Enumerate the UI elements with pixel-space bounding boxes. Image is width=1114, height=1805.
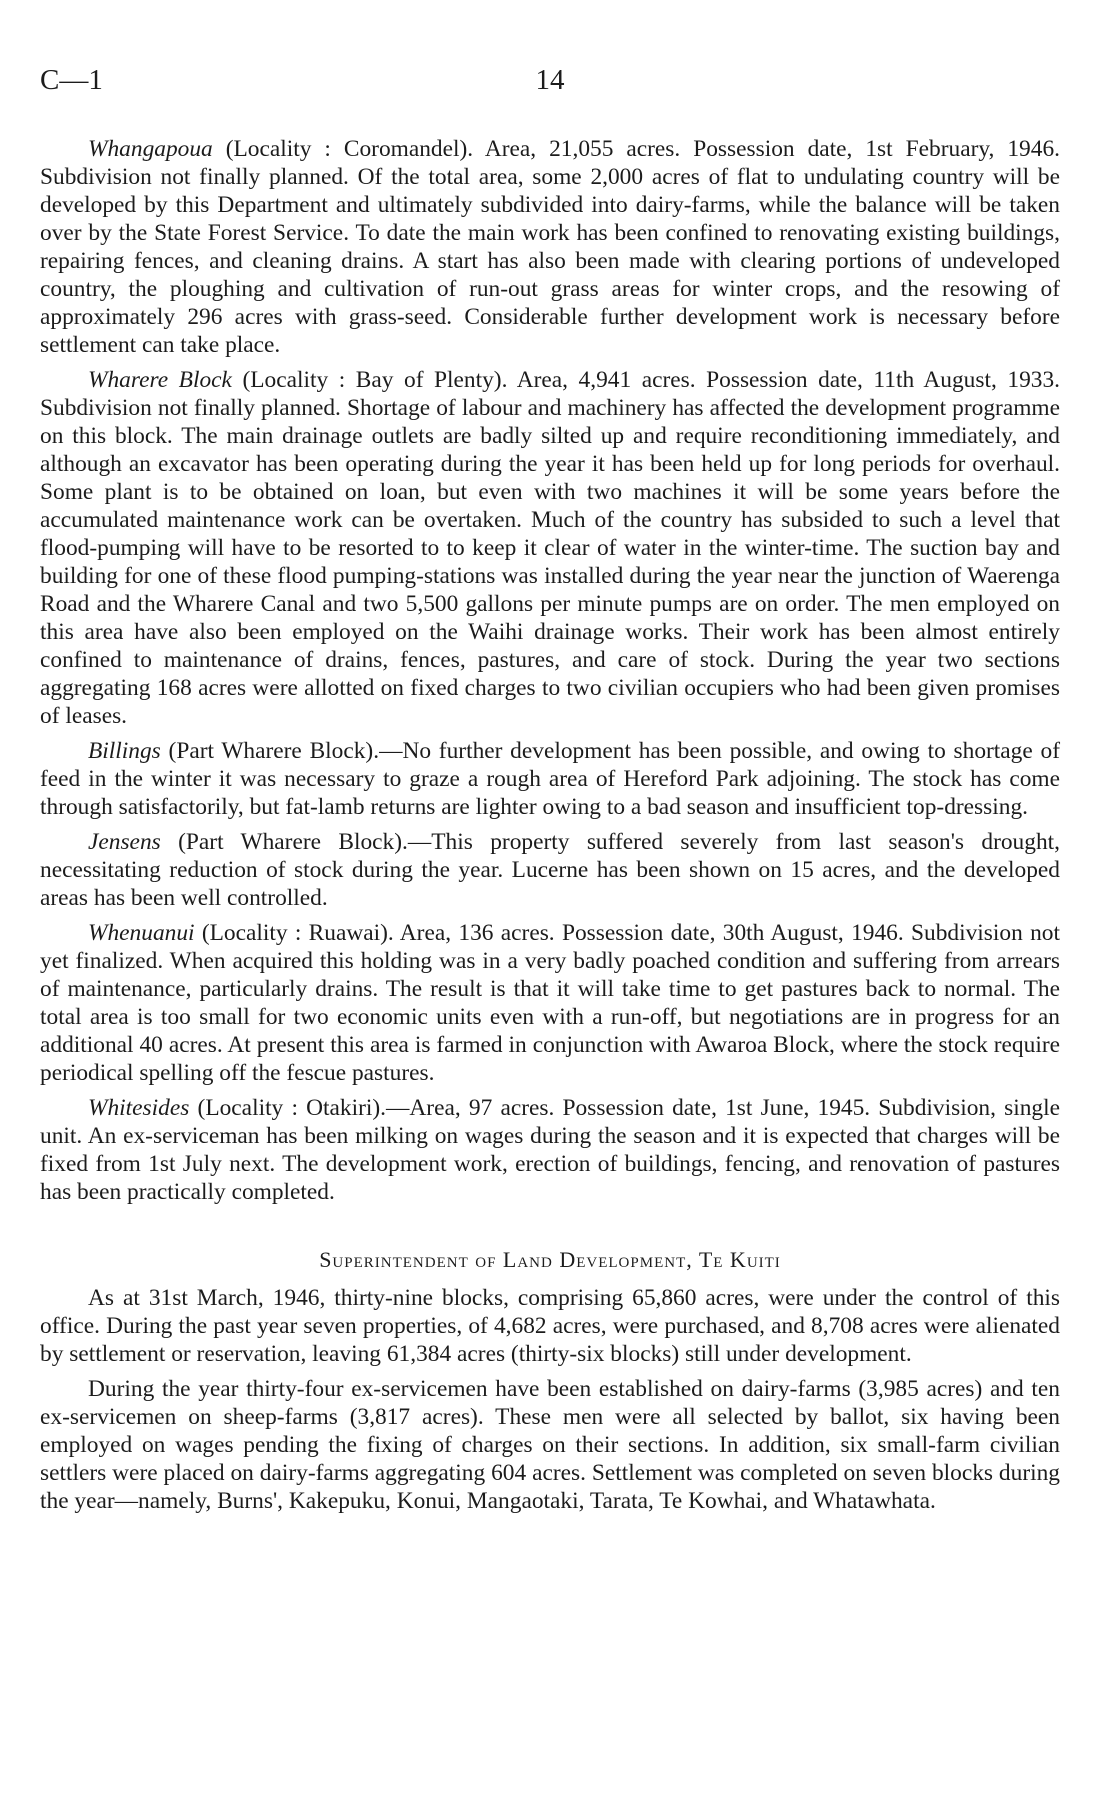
paragraph-whangapoua <box>40 135 1060 359</box>
block-name: Whenuanui <box>88 920 195 946</box>
page-number: 14 <box>535 64 565 96</box>
paragraph-text: (Part Wharere Block).—No further development has been possible, and owing to shortage of feed in the winter it was necessary to graze a rough area of Hereford Park adjoining. The stock has come through satisfactorily, but fat-lamb returns are lighter owing to a bad season and insufficient top-dressing. <box>40 738 1060 820</box>
paragraph-whitesides <box>40 1094 1060 1206</box>
paragraph-text: (Part Wharere Block).—This property suffered severely from last season's drought, necessitating reduction of stock during the year. Lucerne has been shown on 15 acres, and the developed areas has been well controlled. <box>40 829 1060 911</box>
block-name: Billings <box>88 738 161 764</box>
body-text <box>40 135 1060 1522</box>
paragraph-te-kuiti-settlement: During the year thirty-four ex-servicemen have been established on dairy-farms (3,985 acres) and ten ex-servicemen on sheep-farms (3,817 acres). These men were all selected by ballot, six having been employed on wages pending the fixing of charges on their sections. In addition, six small-farm civilian settlers were placed on dairy-farms aggregating 604 acres. Settlement was completed on seven blocks during the year—namely, Burns', Kakepuku, Konui, Mangaotaki, Tarata, Te Kowhai, and Whatawhata. <box>40 1376 1060 1514</box>
paragraph-te-kuiti-blocks: As at 31st March, 1946, thirty-nine blocks, comprising 65,860 acres, were under the control of this office. During the past year seven properties, of 4,682 acres, were purchased, and 8,708 acres were alienated by settlement or reservation, leaving 61,384 acres (thirty-six blocks) still under development. <box>40 1285 1060 1367</box>
paragraph-text: (Locality : Otakiri).—Area, 97 acres. Possession date, 1st June, 1945. Subdivision, single unit. An ex-serviceman has been milking on wages during the season and it is expected that charges will be fixed from 1st July next. The development work, erection of buildings, fencing, and renovation of pastures has been practically completed. <box>40 1095 1060 1205</box>
page-header <box>40 64 1060 104</box>
paragraph-billings <box>40 737 1060 821</box>
paragraph-text: (Locality : Coromandel). Area, 21,055 acres. Possession date, 1st February, 1946. Subdivision not finally planned. Of the total area, some 2,000 acres of flat to undulating country will be developed by this Department and ultimately subdivided into dairy-farms, while the balance will be taken over by the State Forest Service. To date the main work has been confined to renovating existing buildings, repairing fences, and cleaning drains. A start has also been made with clearing portions of undeveloped country, the ploughing and cultivation of run-out grass areas for winter crops, and the resowing of approximately 296 acres with grass-seed. Considerable further development work is necessary before settlement can take place. <box>40 136 1060 358</box>
paragraph-text: (Locality : Ruawai). Area, 136 acres. Possession date, 30th August, 1946. Subdivision not yet finalized. When acquired this holding was in a very badly poached condition and suffering from arrears of maintenance, particularly drains. The result is that it will take time to get pastures back to normal. The total area is too small for two economic units even with a run-off, but negotiations are in progress for an additional 40 acres. At present this area is farmed in conjunction with Awaroa Block, where the stock require periodical spelling off the fescue pastures. <box>40 920 1060 1086</box>
paragraph-wharere-block <box>40 366 1060 730</box>
section-heading: Superintendent of Land Development, Te Kuiti <box>319 1247 781 1272</box>
block-name: Whangapoua <box>88 136 213 162</box>
paragraph-jensens <box>40 828 1060 912</box>
block-name: Whitesides <box>88 1095 190 1121</box>
paragraph-whenuanui <box>40 919 1060 1087</box>
block-name: Wharere Block <box>88 367 232 393</box>
page-reference: C—1 <box>40 64 103 96</box>
paragraph-text: (Locality : Bay of Plenty). Area, 4,941 acres. Possession date, 11th August, 1933. Subdivision not finally planned. Shortage of labour and machinery has affected the development programme on this block. The main drainage outlets are badly silted up and require reconditioning immediately, and although an excavator has been operating during the year it has been held up for long periods for overhaul. Some plant is to be obtained on loan, but even with two machines it will be some years before the accumulated maintenance work can be overtaken. Much of the country has subsided to such a level that flood-pumping will have to be resorted to to keep it clear of water in the winter-time. The suction bay and building for one of these flood pumping-stations was installed during the year near the junction of Waerenga Road and the Wharere Canal and two 5,500 gallons per minute pumps are on order. The men employed on this area have also been employed on the Waihi drainage works. Their work has been almost entirely confined to maintenance of drains, fences, pastures, and care of stock. During the year two sections aggregating 168 acres were allotted on fixed charges to two civilian occupiers who had been given promises of leases. <box>40 367 1061 729</box>
block-name: Jensens <box>88 829 161 855</box>
